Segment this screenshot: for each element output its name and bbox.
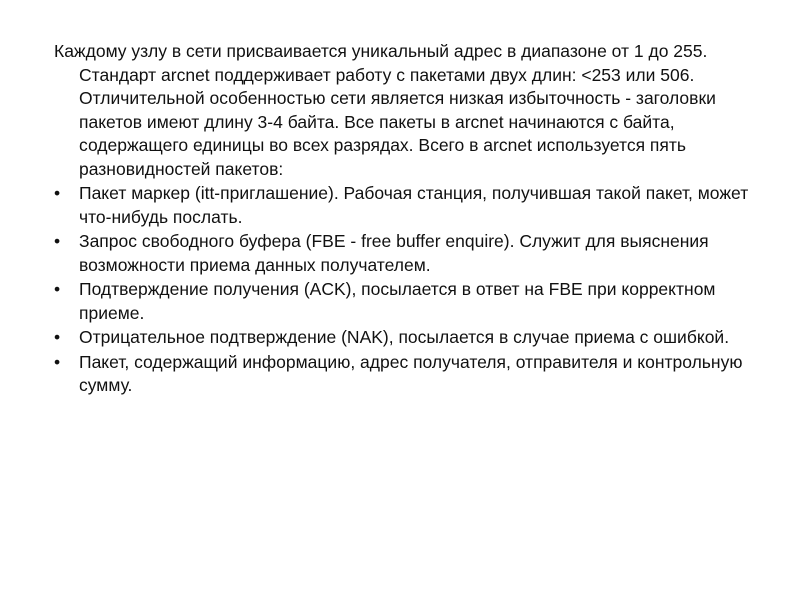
bullet-marker: •: [54, 231, 61, 251]
list-item-text: Пакет, содержащий информацию, адрес получателя, отправителя и контрольную сумму.: [79, 351, 743, 395]
list-item: [54, 230, 754, 277]
list-item: [54, 326, 754, 350]
list-item-text: Подтверждение получения (ACK), посылается в ответ на FBE при корректном приеме.: [79, 279, 716, 323]
intro-paragraph: Каждому узлу в сети присваивается уникальный адрес в диапазоне от 1 до 255. Стандарт arcnet поддерживает работу с пакетами двух длин: <253 или 506. Отличительной особенностью сети является низкая избыточность - заголовки пакетов имеют длину 3-4 байта. Все пакеты в arcnet начинаются с байта, содержащего единицы во всех разрядах. Всего в arcnet используется пять разновидностей пакетов:: [54, 41, 716, 179]
slide-body: [54, 40, 754, 398]
bullet-marker: •: [54, 327, 61, 347]
list-item: [54, 351, 754, 398]
list-item-text: Пакет маркер (itt-приглашение). Рабочая станция, получившая такой пакет, может что-нибудь послать.: [79, 183, 749, 227]
list-item-text: Запрос свободного буфера (FBE - free buffer enquire). Служит для выяснения возможности приема данных получателем.: [79, 231, 709, 275]
list-item-text: Отрицательное подтверждение (NAK), посылается в случае приема с ошибкой.: [79, 327, 730, 347]
bullet-marker: •: [54, 183, 61, 203]
bullet-marker: •: [54, 351, 61, 372]
list-item: [54, 278, 754, 325]
bullet-marker: •: [54, 279, 61, 299]
packet-types-list: [54, 182, 754, 398]
list-item: [54, 182, 754, 229]
